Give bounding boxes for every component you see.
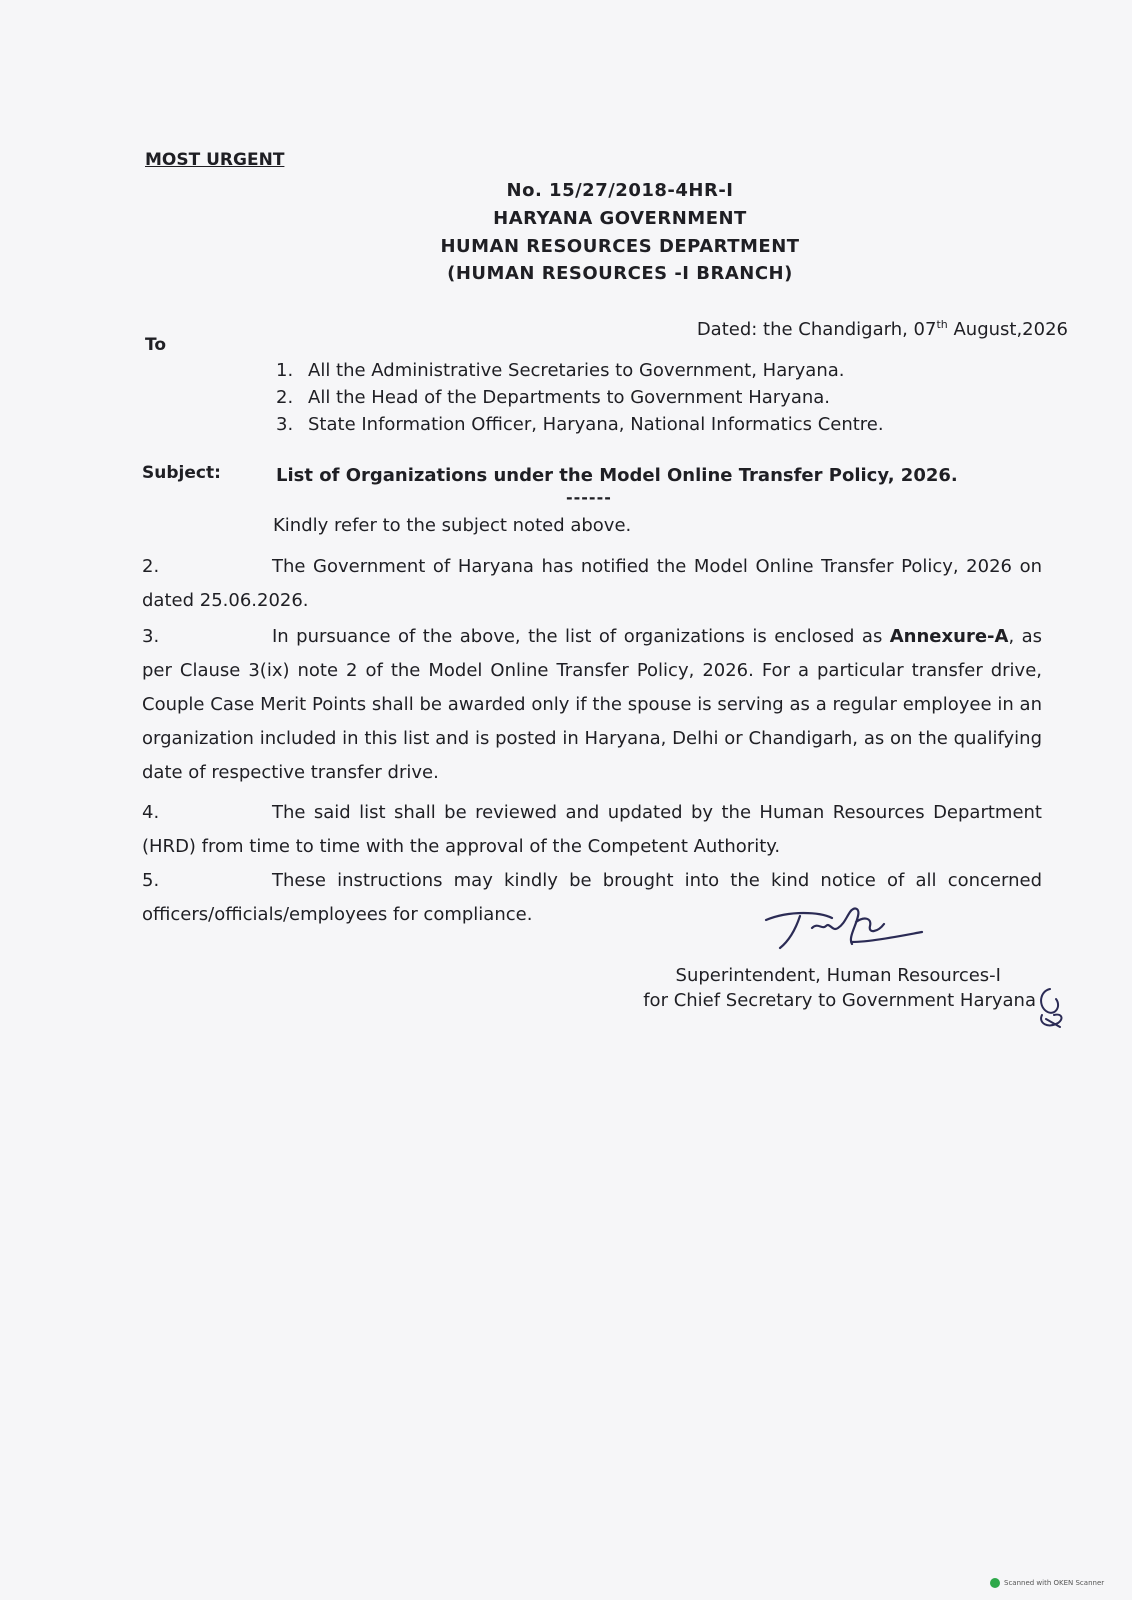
paragraph-number: 2.	[142, 556, 160, 577]
subject-label: Subject:	[142, 463, 221, 483]
government-name: HARYANA GOVERNMENT	[493, 208, 747, 229]
urgency-label: MOST URGENT	[145, 150, 285, 170]
paragraph-text: In pursuance of the above, the list of organizations is enclosed as	[272, 626, 890, 647]
initials-mark	[1032, 985, 1068, 1031]
recipient-number: 2.	[276, 387, 294, 408]
paragraph-number: 5.	[142, 870, 160, 891]
recipient-item	[276, 411, 884, 438]
recipient-text: All the Head of the Departments to Government Haryana.	[308, 387, 831, 408]
paragraph-4	[142, 796, 1042, 864]
paragraph-number: 3.	[142, 626, 160, 647]
paragraph-text: These instructions may kindly be brought into the kind notice of all concerned officers/officials/employees for compliance.	[142, 870, 1042, 925]
recipient-text: State Information Officer, Haryana, National Informatics Centre.	[308, 414, 884, 435]
branch-name: (HUMAN RESOURCES -I BRANCH)	[447, 263, 793, 284]
department-name: HUMAN RESOURCES DEPARTMENT	[440, 236, 800, 257]
paragraph-2	[142, 550, 1042, 618]
subject-separator: ------	[566, 488, 612, 507]
scanner-logo-icon	[990, 1578, 1000, 1588]
recipient-number: 1.	[276, 360, 294, 381]
signatory-on-behalf: for Chief Secretary to Government Haryana	[643, 990, 1036, 1011]
scanner-watermark	[990, 1578, 1104, 1588]
paragraph-3	[142, 620, 1042, 790]
date-line	[697, 318, 1068, 340]
paragraph-1: Kindly refer to the subject noted above.	[273, 515, 632, 536]
paragraph-text: , as per Clause 3(ix) note 2 of the Model Online Transfer Policy, 2026. For a particular transfer drive, Couple Case Merit Points shall be awarded only if the spouse is serving as a regular employee in an organization included in this list and is posted in Haryana, Delhi or Chandigarh, as on the qualifying date of respective transfer drive.	[142, 626, 1042, 783]
recipient-text: All the Administrative Secretaries to Government, Haryana.	[308, 360, 845, 381]
signature-image	[760, 898, 930, 958]
subject-text: List of Organizations under the Model Online Transfer Policy, 2026.	[276, 465, 958, 486]
date-rest: August,2026	[947, 319, 1068, 340]
reference-number: No. 15/27/2018-4HR-I	[506, 180, 734, 201]
annexure-reference: Annexure-A	[889, 626, 1009, 647]
recipient-list	[276, 357, 884, 438]
paragraph-text: The said list shall be reviewed and updated by the Human Resources Department (HRD) from time to time with the approval of the Competent Authority.	[142, 802, 1042, 857]
to-label: To	[145, 335, 167, 355]
date-prefix: Dated: the Chandigarh, 07	[696, 319, 937, 340]
recipient-item	[276, 357, 884, 384]
scanner-text: Scanned with OKEN Scanner	[1004, 1579, 1105, 1587]
paragraph-text: The Government of Haryana has notified the Model Online Transfer Policy, 2026 on dated 25.06.2026.	[142, 556, 1042, 611]
date-ordinal: th	[936, 318, 948, 331]
recipient-item	[276, 384, 884, 411]
paragraph-number: 4.	[142, 802, 160, 823]
signatory-designation: Superintendent, Human Resources-I	[675, 965, 1001, 986]
recipient-number: 3.	[276, 414, 294, 435]
